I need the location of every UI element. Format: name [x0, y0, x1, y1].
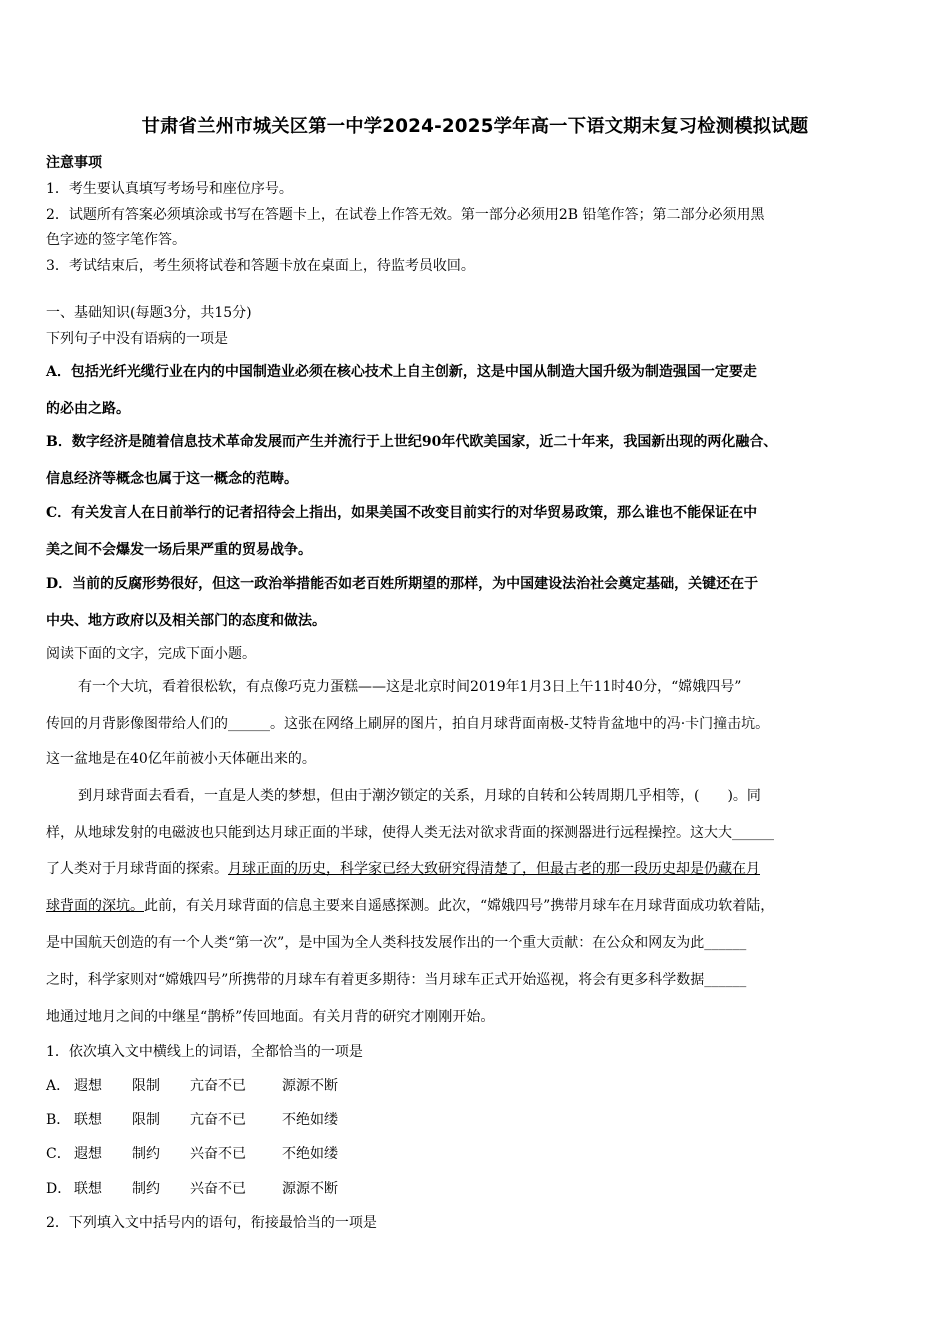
option-label: C． — [46, 1146, 71, 1162]
option-a: A．包括光纤光缆行业在内的中国制造业必须在核心技术上自主创新，这是中国从制造大国升级为制造强国一定要走 — [46, 364, 757, 380]
option-word: 兴奋不已 — [190, 1146, 246, 1162]
underlined-sentence-cont: 球背面的深坑。 — [46, 898, 144, 914]
option-label: D． — [46, 1181, 72, 1197]
option-word: 制约 — [132, 1181, 160, 1197]
notice-heading: 注意事项 — [46, 155, 102, 171]
passage-line-mixed — [46, 858, 760, 878]
question-stem: 下列句子中没有语病的一项是 — [46, 331, 228, 347]
option-b: B．数字经济是随着信息技术革命发展而产生并流行于上世纪90年代欧美国家，近二十年来，我国新出现的两化融合、 — [46, 434, 778, 450]
option-c: C．有关发言人在日前举行的记者招待会上指出，如果美国不改变目前实行的对华贸易政策，那么谁也不能保证在中 — [46, 505, 758, 521]
option-d-cont: 中央、地方政府以及相关部门的态度和做法。 — [46, 613, 326, 629]
q1-stem: 1．依次填入文中横线上的词语，全都恰当的一项是 — [46, 1044, 363, 1060]
option-word: 不绝如缕 — [282, 1112, 338, 1128]
passage-line: 到月球背面去看看，一直是人类的梦想，但由于潮汐锁定的关系，月球的自转和公转周期几乎相等，( )。同 — [78, 788, 761, 804]
option-word: 限制 — [132, 1078, 160, 1094]
option-word: 限制 — [132, 1112, 160, 1128]
option-word: 联想 — [74, 1181, 102, 1197]
notice-item: 3．考试结束后，考生须将试卷和答题卡放在桌面上，待监考员收回。 — [46, 258, 475, 274]
option-word: 亢奋不已 — [190, 1112, 246, 1128]
passage-line: 之时，科学家则对“嫦娥四号”所携带的月球车有着更多期待：当月球车正式开始巡视，将会有更多科学数据______ — [46, 972, 747, 988]
section-heading: 一、基础知识(每题3分，共15分) — [46, 305, 252, 321]
passage-line: 样，从地球发射的电磁波也只能到达月球正面的半球，使得人类无法对欲求背面的探测器进行远程操控。这大大______ — [46, 825, 774, 841]
option-label: B． — [46, 1112, 71, 1128]
passage-line: 是中国航天创造的有一个人类“第一次”，是中国为全人类科技发展作出的一个重大贡献：在公众和网友为此______ — [46, 935, 747, 951]
option-word: 制约 — [132, 1146, 160, 1162]
option-word: 遐想 — [74, 1146, 102, 1162]
notice-item: 色字迹的签字笔作答。 — [46, 232, 186, 248]
notice-item: 2．试题所有答案必须填涂或书写在答题卡上，在试卷上作答无效。第一部分必须用2B 铅笔作答；第二部分必须用黑 — [46, 207, 765, 223]
option-word: 兴奋不已 — [190, 1181, 246, 1197]
option-word: 不绝如缕 — [282, 1146, 338, 1162]
reading-instruction: 阅读下面的文字，完成下面小题。 — [46, 646, 256, 662]
option-word: 源源不断 — [282, 1181, 338, 1197]
option-label: A． — [46, 1078, 71, 1094]
passage-line-mixed — [46, 895, 774, 915]
passage-text: 了人类对于月球背面的探索。 — [46, 861, 228, 877]
option-word: 源源不断 — [282, 1078, 338, 1094]
q1-option-d — [46, 1178, 338, 1198]
option-word: 亢奋不已 — [190, 1078, 246, 1094]
q1-option-c — [46, 1143, 338, 1163]
notice-item: 1．考生要认真填写考场号和座位序号。 — [46, 181, 293, 197]
underlined-sentence: 月球正面的历史，科学家已经大致研究得清楚了，但最古老的那一段历史却是仍藏在月 — [228, 861, 760, 877]
option-word: 遐想 — [74, 1078, 102, 1094]
passage-line: 有一个大坑，看着很松软，有点像巧克力蛋糕——这是北京时间2019年1月3日上午11时40分，“嫦娥四号” — [78, 679, 742, 695]
passage-text: 此前，有关月球背面的信息主要来自遥感探测。此次，“嫦娥四号”携带月球车在月球背面成功软着陆， — [144, 898, 775, 914]
option-d: D．当前的反腐形势很好，但这一政治举措能否如老百姓所期望的那样，为中国建设法治社会奠定基础，关键还在于 — [46, 576, 759, 592]
option-c-cont: 美之间不会爆发一场后果严重的贸易战争。 — [46, 542, 312, 558]
q2-stem: 2．下列填入文中括号内的语句，衔接最恰当的一项是 — [46, 1215, 377, 1231]
passage-line: 传回的月背影像图带给人们的______。这张在网络上刷屏的图片，拍自月球背面南极-艾特肯盆地中的冯·卡门撞击坑。 — [46, 716, 770, 732]
passage-line: 这一盆地是在40亿年前被小天体砸出来的。 — [46, 751, 316, 767]
passage-line: 地通过地月之间的中继星“鹊桥”传回地面。有关月背的研究才刚刚开始。 — [46, 1009, 495, 1025]
q1-option-a — [46, 1075, 338, 1095]
option-b-cont: 信息经济等概念也属于这一概念的范畴。 — [46, 471, 298, 487]
q1-option-b — [46, 1109, 338, 1129]
page-title: 甘肃省兰州市城关区第一中学2024-2025学年高一下语文期末复习检测模拟试题 — [141, 116, 809, 137]
option-word: 联想 — [74, 1112, 102, 1128]
option-a-cont: 的必由之路。 — [46, 401, 130, 417]
